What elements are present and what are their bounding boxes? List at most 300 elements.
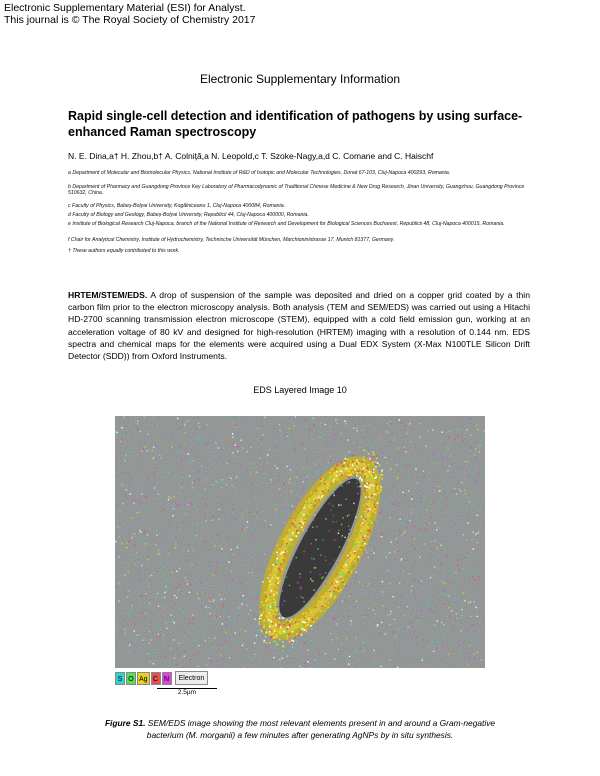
signal-dot — [301, 527, 302, 528]
signal-dot — [145, 593, 146, 594]
signal-dot — [209, 658, 210, 659]
signal-dot — [325, 560, 326, 561]
signal-dot — [404, 495, 405, 496]
silver-signal-dot — [363, 517, 365, 519]
affiliation-c: c Faculty of Physics, Babeș-Bolyai University, Kogălniceanu 1, Cluj-Napoca 400084, Romania. — [68, 203, 286, 209]
signal-dot — [262, 581, 263, 582]
signal-dot — [328, 462, 329, 463]
signal-dot — [143, 640, 144, 641]
silver-signal-dot — [369, 474, 371, 476]
signal-dot — [334, 617, 335, 618]
signal-dot — [210, 623, 211, 624]
silver-signal-dot — [329, 472, 331, 474]
signal-dot — [263, 474, 264, 475]
silver-signal-dot — [280, 564, 282, 566]
signal-dot — [184, 424, 185, 425]
signal-dot — [237, 640, 238, 641]
signal-dot — [467, 497, 468, 498]
silver-signal-dot — [368, 512, 370, 514]
silver-signal-dot — [361, 482, 363, 484]
signal-dot — [161, 663, 162, 664]
signal-dot — [472, 552, 473, 553]
signal-dot — [447, 555, 448, 556]
signal-dot — [193, 550, 194, 551]
signal-dot — [165, 442, 166, 443]
signal-dot — [268, 577, 269, 578]
signal-dot — [286, 577, 287, 578]
signal-dot — [322, 577, 323, 578]
silver-signal-dot — [354, 552, 356, 554]
silver-signal-dot — [369, 529, 371, 531]
signal-dot — [128, 571, 129, 572]
signal-dot — [401, 558, 402, 559]
signal-dot — [260, 584, 261, 585]
signal-dot — [182, 610, 183, 611]
signal-dot — [255, 607, 256, 608]
silver-signal-dot — [353, 557, 355, 559]
signal-dot — [247, 605, 248, 606]
signal-dot — [217, 433, 218, 434]
signal-dot — [126, 453, 127, 454]
signal-dot — [158, 605, 159, 606]
signal-dot — [294, 647, 295, 648]
signal-dot — [138, 449, 139, 450]
signal-dot — [136, 634, 137, 635]
silver-signal-dot — [286, 619, 288, 621]
signal-dot — [400, 560, 401, 561]
signal-dot — [357, 546, 358, 547]
signal-dot — [382, 581, 383, 582]
signal-dot — [127, 489, 128, 490]
silver-signal-dot — [349, 560, 351, 562]
signal-dot — [265, 472, 266, 473]
signal-dot — [377, 473, 378, 474]
signal-dot — [415, 597, 416, 598]
signal-dot — [118, 600, 119, 601]
signal-dot — [121, 484, 122, 485]
silver-signal-dot — [270, 606, 272, 608]
signal-dot — [236, 476, 237, 477]
signal-dot — [320, 555, 321, 556]
signal-dot — [159, 572, 160, 573]
signal-dot — [137, 420, 138, 421]
signal-dot — [313, 519, 314, 520]
signal-dot — [115, 541, 116, 542]
signal-dot — [278, 479, 279, 480]
signal-dot — [149, 528, 150, 529]
signal-dot — [126, 489, 127, 490]
signal-dot — [221, 487, 222, 488]
signal-dot — [283, 564, 284, 565]
signal-dot — [136, 552, 137, 553]
signal-dot — [117, 625, 118, 626]
signal-dot — [428, 507, 429, 508]
signal-dot — [337, 463, 338, 464]
signal-dot — [368, 583, 369, 584]
signal-dot — [331, 592, 332, 593]
silver-signal-dot — [319, 493, 321, 495]
signal-dot — [235, 632, 236, 633]
signal-dot — [137, 593, 138, 594]
silver-signal-dot — [273, 574, 275, 576]
silver-signal-dot — [321, 497, 323, 499]
signal-dot — [315, 665, 316, 666]
silver-signal-dot — [365, 524, 367, 526]
signal-dot — [458, 559, 459, 560]
signal-dot — [277, 544, 278, 545]
signal-dot — [463, 642, 464, 643]
signal-dot — [296, 640, 297, 641]
signal-dot — [455, 572, 456, 573]
silver-signal-dot — [373, 519, 375, 521]
signal-dot — [312, 598, 313, 599]
signal-dot — [336, 423, 337, 424]
signal-dot — [414, 560, 415, 561]
signal-dot — [395, 525, 396, 526]
signal-dot — [439, 600, 440, 601]
silver-signal-dot — [286, 551, 288, 553]
signal-dot — [239, 418, 240, 419]
silver-signal-dot — [265, 636, 267, 638]
signal-dot — [478, 429, 479, 430]
signal-dot — [188, 453, 189, 454]
signal-dot — [185, 577, 186, 578]
signal-dot — [430, 577, 431, 578]
signal-dot — [215, 572, 216, 573]
signal-dot — [445, 497, 446, 498]
silver-signal-dot — [339, 474, 341, 476]
signal-dot — [267, 568, 268, 569]
signal-dot — [437, 620, 438, 621]
silver-signal-dot — [278, 560, 280, 562]
silver-signal-dot — [379, 491, 381, 493]
signal-dot — [181, 487, 182, 488]
silver-signal-dot — [367, 526, 369, 528]
silver-signal-dot — [340, 571, 342, 573]
signal-dot — [138, 498, 139, 499]
signal-dot — [193, 460, 194, 461]
silver-signal-dot — [367, 486, 369, 488]
signal-dot — [471, 539, 472, 540]
signal-dot — [232, 422, 233, 423]
signal-dot — [344, 563, 345, 564]
silver-signal-dot — [264, 620, 266, 622]
signal-dot — [454, 619, 455, 620]
signal-dot — [287, 466, 288, 467]
silver-signal-dot — [293, 621, 295, 623]
silver-signal-dot — [292, 534, 294, 536]
silver-signal-dot — [291, 523, 293, 525]
signal-dot — [225, 612, 226, 613]
signal-dot — [189, 592, 190, 593]
silver-signal-dot — [358, 541, 360, 543]
signal-dot — [406, 451, 407, 452]
signal-dot — [165, 656, 166, 657]
signal-dot — [431, 516, 432, 517]
signal-dot — [325, 583, 326, 584]
silver-signal-dot — [275, 604, 277, 606]
signal-dot — [266, 646, 267, 647]
silver-signal-dot — [279, 570, 281, 572]
silver-signal-dot — [377, 492, 379, 494]
silver-signal-dot — [316, 617, 318, 619]
signal-dot — [390, 517, 391, 518]
signal-dot — [338, 504, 339, 505]
signal-dot — [336, 637, 337, 638]
signal-dot — [349, 514, 350, 515]
signal-dot — [275, 607, 276, 608]
signal-dot — [348, 663, 349, 664]
signal-dot — [463, 534, 464, 535]
silver-signal-dot — [342, 582, 344, 584]
signal-dot — [333, 439, 334, 440]
signal-dot — [427, 604, 428, 605]
signal-dot — [149, 661, 150, 662]
signal-dot — [247, 451, 248, 452]
equal-contribution-note: † These authors equally contributed to this work. — [68, 248, 180, 254]
signal-dot — [398, 628, 399, 629]
signal-dot — [406, 594, 407, 595]
signal-dot — [307, 661, 308, 662]
signal-dot — [251, 447, 252, 448]
signal-dot — [456, 494, 457, 495]
signal-dot — [233, 509, 234, 510]
signal-dot — [255, 497, 256, 498]
signal-dot — [426, 523, 427, 524]
signal-dot — [415, 468, 416, 469]
signal-dot — [374, 480, 375, 481]
signal-dot — [374, 504, 375, 505]
signal-dot — [158, 553, 159, 554]
silver-signal-dot — [370, 484, 372, 486]
silver-signal-dot — [334, 472, 336, 474]
signal-dot — [402, 492, 403, 493]
signal-dot — [484, 468, 485, 469]
signal-dot — [251, 659, 252, 660]
signal-dot — [305, 426, 306, 427]
signal-dot — [419, 557, 420, 558]
signal-dot — [120, 433, 121, 434]
signal-dot — [391, 639, 392, 640]
signal-dot — [457, 564, 458, 565]
silver-signal-dot — [259, 616, 261, 618]
signal-dot — [406, 433, 407, 434]
signal-dot — [341, 643, 342, 644]
silver-signal-dot — [342, 566, 344, 568]
paper-title: Rapid single-cell detection and identification of pathogens by using surface-enhanced Raman spectroscopy — [68, 109, 523, 139]
silver-signal-dot — [338, 591, 340, 593]
signal-dot — [311, 640, 312, 641]
signal-dot — [455, 506, 456, 507]
signal-dot — [459, 655, 460, 656]
signal-dot — [346, 499, 347, 500]
silver-signal-dot — [369, 487, 371, 489]
signal-dot — [222, 665, 223, 666]
silver-signal-dot — [352, 463, 354, 465]
silver-signal-dot — [356, 466, 358, 468]
signal-dot — [411, 496, 412, 497]
signal-dot — [174, 595, 175, 596]
signal-dot — [389, 659, 390, 660]
signal-dot — [172, 647, 173, 648]
silver-signal-dot — [305, 625, 307, 627]
signal-dot — [149, 576, 150, 577]
signal-dot — [394, 476, 395, 477]
silver-signal-dot — [274, 600, 276, 602]
signal-dot — [220, 655, 221, 656]
signal-dot — [461, 630, 462, 631]
signal-dot — [248, 613, 249, 614]
silver-signal-dot — [362, 523, 364, 525]
signal-dot — [185, 559, 186, 560]
silver-signal-dot — [371, 507, 373, 509]
signal-dot — [394, 551, 395, 552]
signal-dot — [396, 538, 397, 539]
signal-dot — [433, 436, 434, 437]
signal-dot — [280, 430, 281, 431]
signal-dot — [272, 524, 273, 525]
signal-dot — [270, 524, 271, 525]
silver-signal-dot — [268, 604, 270, 606]
signal-dot — [397, 667, 398, 668]
silver-signal-dot — [367, 536, 369, 538]
signal-dot — [226, 624, 227, 625]
signal-dot — [339, 546, 340, 547]
legend-chip-c: C — [151, 672, 161, 685]
signal-dot — [190, 462, 191, 463]
signal-dot — [414, 662, 415, 663]
signal-dot — [221, 566, 222, 567]
signal-dot — [473, 557, 474, 558]
signal-dot — [477, 533, 478, 534]
signal-dot — [327, 654, 328, 655]
silver-signal-dot — [307, 617, 309, 619]
silver-signal-dot — [379, 480, 381, 482]
signal-dot — [402, 523, 403, 524]
signal-dot — [259, 634, 260, 635]
silver-signal-dot — [277, 566, 279, 568]
signal-dot — [429, 501, 430, 502]
signal-dot — [147, 450, 148, 451]
eds-layered-image — [115, 416, 485, 668]
signal-dot — [374, 498, 375, 499]
silver-signal-dot — [274, 585, 276, 587]
signal-dot — [267, 463, 268, 464]
silver-signal-dot — [286, 628, 288, 630]
signal-dot — [476, 457, 477, 458]
signal-dot — [454, 439, 455, 440]
signal-dot — [275, 531, 276, 532]
silver-signal-dot — [275, 561, 277, 563]
signal-dot — [254, 654, 255, 655]
signal-dot — [436, 529, 437, 530]
signal-dot — [325, 653, 326, 654]
signal-dot — [149, 603, 150, 604]
silver-signal-dot — [324, 483, 326, 485]
silver-signal-dot — [272, 638, 274, 640]
signal-dot — [475, 607, 476, 608]
signal-dot — [317, 630, 318, 631]
signal-dot — [172, 621, 173, 622]
signal-dot — [292, 646, 293, 647]
signal-dot — [129, 541, 130, 542]
signal-dot — [466, 630, 467, 631]
affiliation-d: d Faculty of Biology and Geology, Babeș-Bolyai University, Republicii 44, Cluj-Napoca 400000, Romania. — [68, 212, 309, 218]
silver-signal-dot — [286, 543, 288, 545]
silver-signal-dot — [292, 633, 294, 635]
signal-dot — [294, 482, 295, 483]
signal-dot — [127, 596, 128, 597]
signal-dot — [148, 586, 149, 587]
silver-signal-dot — [266, 642, 268, 644]
signal-dot — [434, 434, 435, 435]
signal-dot — [222, 604, 223, 605]
signal-dot — [207, 607, 208, 608]
signal-dot — [469, 656, 470, 657]
signal-dot — [356, 482, 357, 483]
signal-dot — [156, 462, 157, 463]
signal-dot — [310, 578, 311, 579]
silver-signal-dot — [375, 463, 377, 465]
signal-dot — [290, 479, 291, 480]
signal-dot — [387, 552, 388, 553]
signal-dot — [468, 516, 469, 517]
silver-signal-dot — [271, 608, 273, 610]
silver-signal-dot — [337, 468, 339, 470]
signal-dot — [291, 517, 292, 518]
signal-dot — [299, 666, 300, 667]
signal-dot — [201, 605, 202, 606]
signal-dot — [117, 475, 118, 476]
silver-signal-dot — [283, 551, 285, 553]
signal-dot — [147, 477, 148, 478]
signal-dot — [349, 596, 350, 597]
silver-signal-dot — [264, 640, 266, 642]
signal-dot — [231, 571, 232, 572]
signal-dot — [158, 625, 159, 626]
signal-dot — [315, 539, 316, 540]
signal-dot — [478, 531, 479, 532]
signal-dot — [282, 591, 283, 592]
signal-dot — [335, 419, 336, 420]
signal-dot — [457, 618, 458, 619]
silver-signal-dot — [301, 620, 303, 622]
signal-dot — [472, 576, 473, 577]
signal-dot — [321, 578, 322, 579]
signal-dot — [174, 547, 175, 548]
signal-dot — [472, 475, 473, 476]
signal-dot — [186, 574, 187, 575]
affiliation-b: b Department of Pharmacy and Guangdong Province Key Laboratory of Pharmacodynamic of Traditional Chinese Medicine & New Drug Research, Jinan University, Guangzhou, Guangdong Province 510632, China. — [68, 184, 525, 197]
signal-dot — [153, 572, 154, 573]
signal-dot — [382, 533, 383, 534]
signal-dot — [368, 557, 369, 558]
signal-dot — [466, 556, 467, 557]
silver-signal-dot — [274, 619, 276, 621]
signal-dot — [221, 482, 222, 483]
silver-signal-dot — [376, 455, 378, 457]
signal-dot — [366, 586, 367, 587]
silver-signal-dot — [359, 477, 361, 479]
silver-signal-dot — [372, 465, 374, 467]
signal-dot — [385, 457, 386, 458]
signal-dot — [138, 555, 139, 556]
silver-signal-dot — [285, 546, 287, 548]
signal-dot — [118, 556, 119, 557]
silver-signal-dot — [340, 578, 342, 580]
signal-dot — [304, 642, 305, 643]
silver-signal-dot — [352, 555, 354, 557]
